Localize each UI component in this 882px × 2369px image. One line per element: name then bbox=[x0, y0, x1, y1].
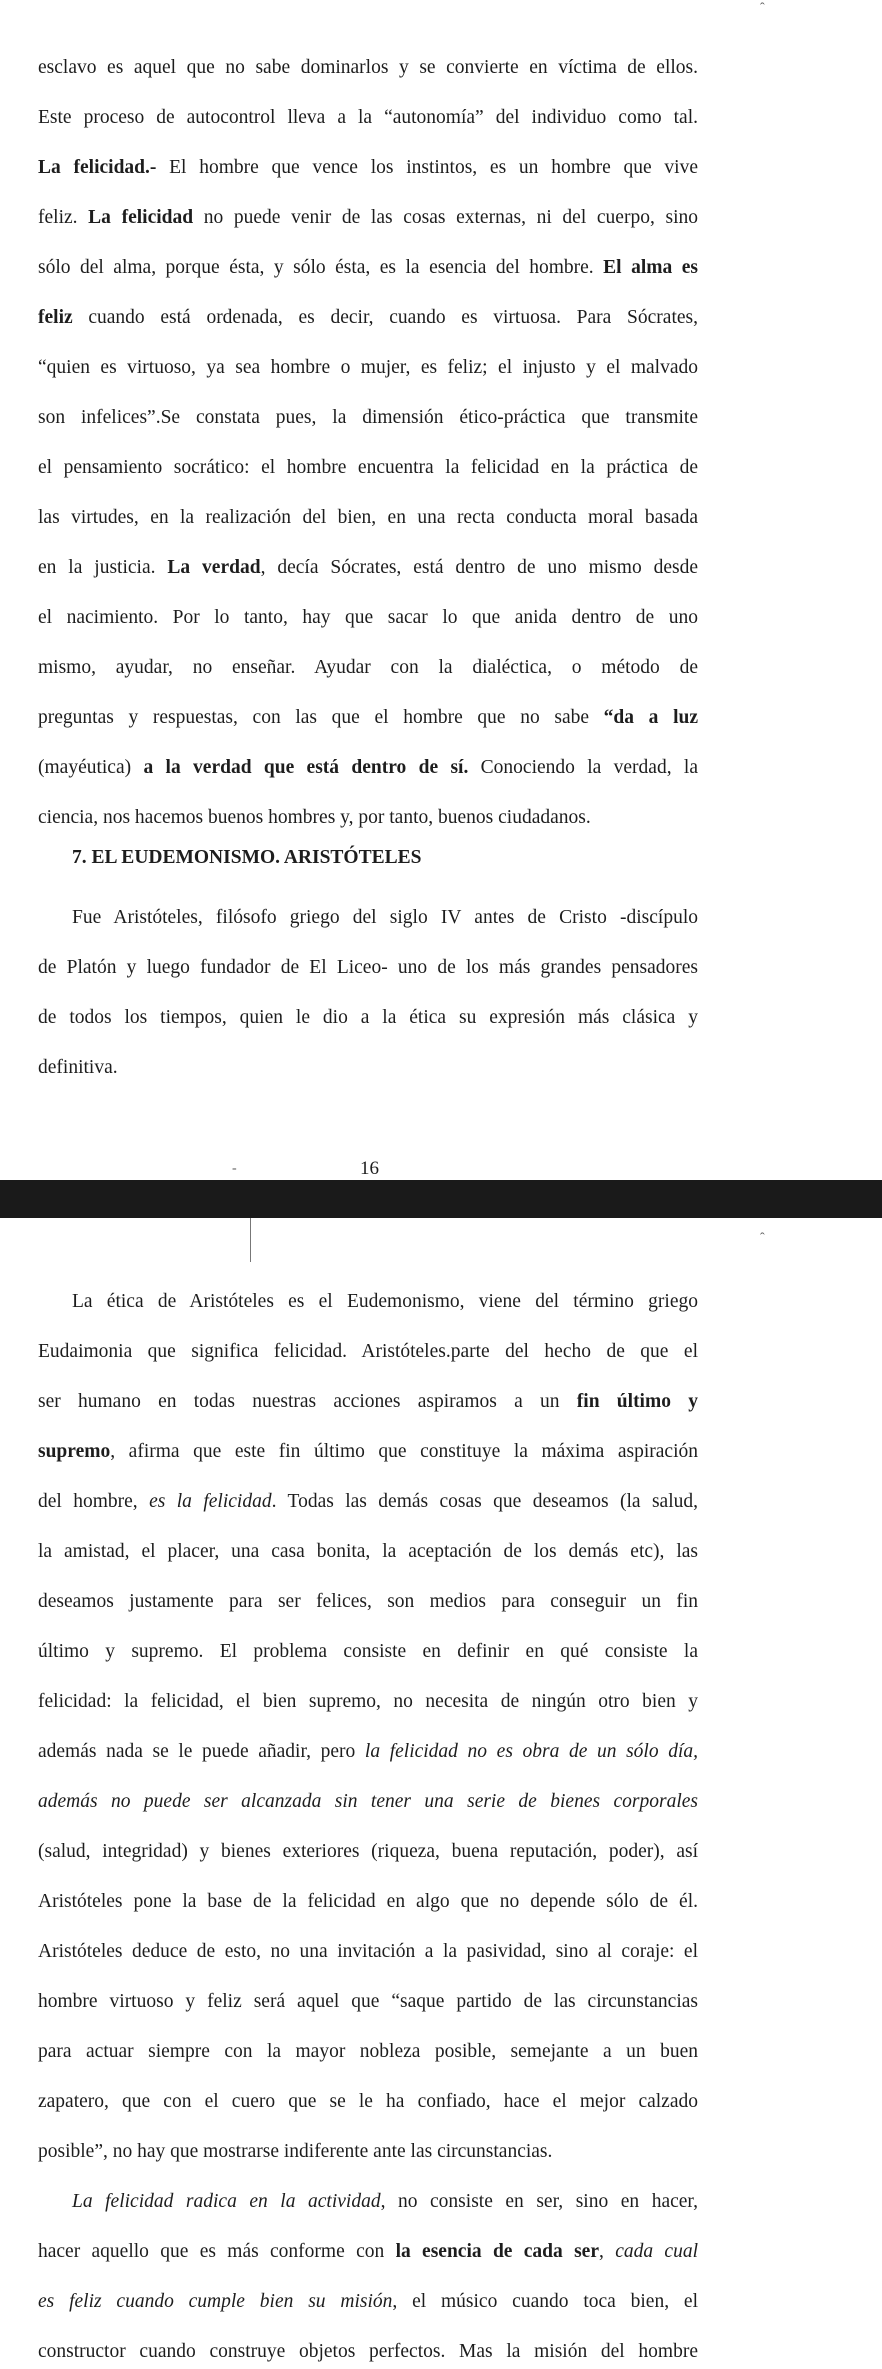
text-line: deseamos justamente para ser felices, son medios para conseguir un fin bbox=[38, 1591, 698, 1612]
text-line: el nacimiento. Por lo tanto, hay que sacar lo que anida dentro de uno bbox=[38, 607, 698, 628]
text-line: de Platón y luego fundador de El Liceo- uno de los más grandes pensadores bbox=[38, 957, 698, 978]
text-line: ser humano en todas nuestras acciones aspiramos a un fin último y bbox=[38, 1391, 698, 1412]
text-line: feliz. La felicidad no puede venir de las cosas externas, ni del cuerpo, sino bbox=[38, 207, 698, 228]
scan-mark bbox=[250, 1218, 251, 1262]
text-line: feliz cuando está ordenada, es decir, cuando es virtuosa. Para Sócrates, bbox=[38, 307, 698, 328]
text-line: Aristóteles pone la base de la felicidad en algo que no depende sólo de él. bbox=[38, 1891, 698, 1912]
text-line: además nada se le puede añadir, pero la felicidad no es obra de un sólo día, bbox=[38, 1741, 699, 1762]
text-line: la amistad, el placer, una casa bonita, la aceptación de los demás etc), las bbox=[38, 1541, 698, 1562]
text-line: “quien es virtuoso, ya sea hombre o mujer, es feliz; el injusto y el malvado bbox=[38, 357, 698, 378]
text-line: zapatero, que con el cuero que se le ha confiado, hace el mejor calzado bbox=[38, 2091, 698, 2112]
page-divider bbox=[0, 1180, 882, 1218]
scan-mark: ˆ bbox=[760, 1231, 765, 1246]
text-line: La ética de Aristóteles es el Eudemonismo, viene del término griego bbox=[72, 1291, 698, 1312]
text-line: sólo del alma, porque ésta, y sólo ésta, es la esencia del hombre. El alma es bbox=[38, 257, 698, 278]
text-line: La felicidad radica en la actividad, no consiste en ser, sino en hacer, bbox=[72, 2191, 699, 2212]
text-line: La felicidad.- El hombre que vence los instintos, es un hombre que vive bbox=[38, 157, 698, 178]
scan-mark: ˆ bbox=[760, 1, 765, 16]
text-line: hombre virtuoso y feliz será aquel que “saque partido de las circunstancias bbox=[38, 1991, 698, 2012]
text-line: esclavo es aquel que no sabe dominarlos y se convierte en víctima de ellos. bbox=[38, 57, 698, 78]
text-line: (salud, integridad) y bienes exteriores (riqueza, buena reputación, poder), así bbox=[38, 1841, 698, 1862]
text-line: posible”, no hay que mostrarse indiferente ante las circunstancias. bbox=[38, 2141, 553, 2162]
text-line: constructor cuando construye objetos perfectos. Mas la misión del hombre bbox=[38, 2341, 698, 2362]
section-heading: 7. EL EUDEMONISMO. ARISTÓTELES bbox=[72, 847, 422, 868]
text-line: (mayéutica) a la verdad que está dentro de sí. Conociendo la verdad, la bbox=[38, 757, 698, 778]
text-line: en la justicia. La verdad, decía Sócrates, está dentro de uno mismo desde bbox=[38, 557, 698, 578]
text-line: el pensamiento socrático: el hombre encuentra la felicidad en la práctica de bbox=[38, 457, 698, 478]
page-number: 16 bbox=[360, 1158, 379, 1179]
text-line: de todos los tiempos, quien le dio a la ética su expresión más clásica y bbox=[38, 1007, 698, 1028]
text-line: Este proceso de autocontrol lleva a la “autonomía” del individuo como tal. bbox=[38, 107, 698, 128]
text-line: las virtudes, en la realización del bien, en una recta conducta moral basada bbox=[38, 507, 698, 528]
text-line: Eudaimonia que significa felicidad. Aristóteles.parte del hecho de que el bbox=[38, 1341, 698, 1362]
text-line: preguntas y respuestas, con las que el hombre que no sabe “da a luz bbox=[38, 707, 698, 728]
text-line: felicidad: la felicidad, el bien supremo, no necesita de ningún otro bien y bbox=[38, 1691, 698, 1712]
text-line: hacer aquello que es más conforme con la esencia de cada ser, cada cual bbox=[38, 2241, 699, 2262]
text-line: Fue Aristóteles, filósofo griego del siglo IV antes de Cristo -discípulo bbox=[72, 907, 698, 928]
text-line: supremo, afirma que este fin último que constituye la máxima aspiración bbox=[38, 1441, 698, 1462]
text-line: definitiva. bbox=[38, 1057, 118, 1078]
document-page-16 bbox=[0, 0, 882, 1180]
text-line: es feliz cuando cumple bien su misión, el músico cuando toca bien, el bbox=[38, 2291, 698, 2312]
text-line: último y supremo. El problema consiste en definir en qué consiste la bbox=[38, 1641, 698, 1662]
text-line: son infelices”.Se constata pues, la dimensión ético-práctica que transmite bbox=[38, 407, 698, 428]
text-line: además no puede ser alcanzada sin tener una serie de bienes corporales bbox=[38, 1791, 698, 1812]
text-line: mismo, ayudar, no enseñar. Ayudar con la dialéctica, o método de bbox=[38, 657, 698, 678]
text-line: Aristóteles deduce de esto, no una invitación a la pasividad, sino al coraje: el bbox=[38, 1941, 698, 1962]
text-line: del hombre, es la felicidad. Todas las demás cosas que deseamos (la salud, bbox=[38, 1491, 698, 1512]
scan-mark: - bbox=[232, 1161, 237, 1176]
text-line: ciencia, nos hacemos buenos hombres y, por tanto, buenos ciudadanos. bbox=[38, 807, 591, 828]
text-line: para actuar siempre con la mayor nobleza posible, semejante a un buen bbox=[38, 2041, 698, 2062]
document-page-17 bbox=[0, 1218, 882, 2369]
